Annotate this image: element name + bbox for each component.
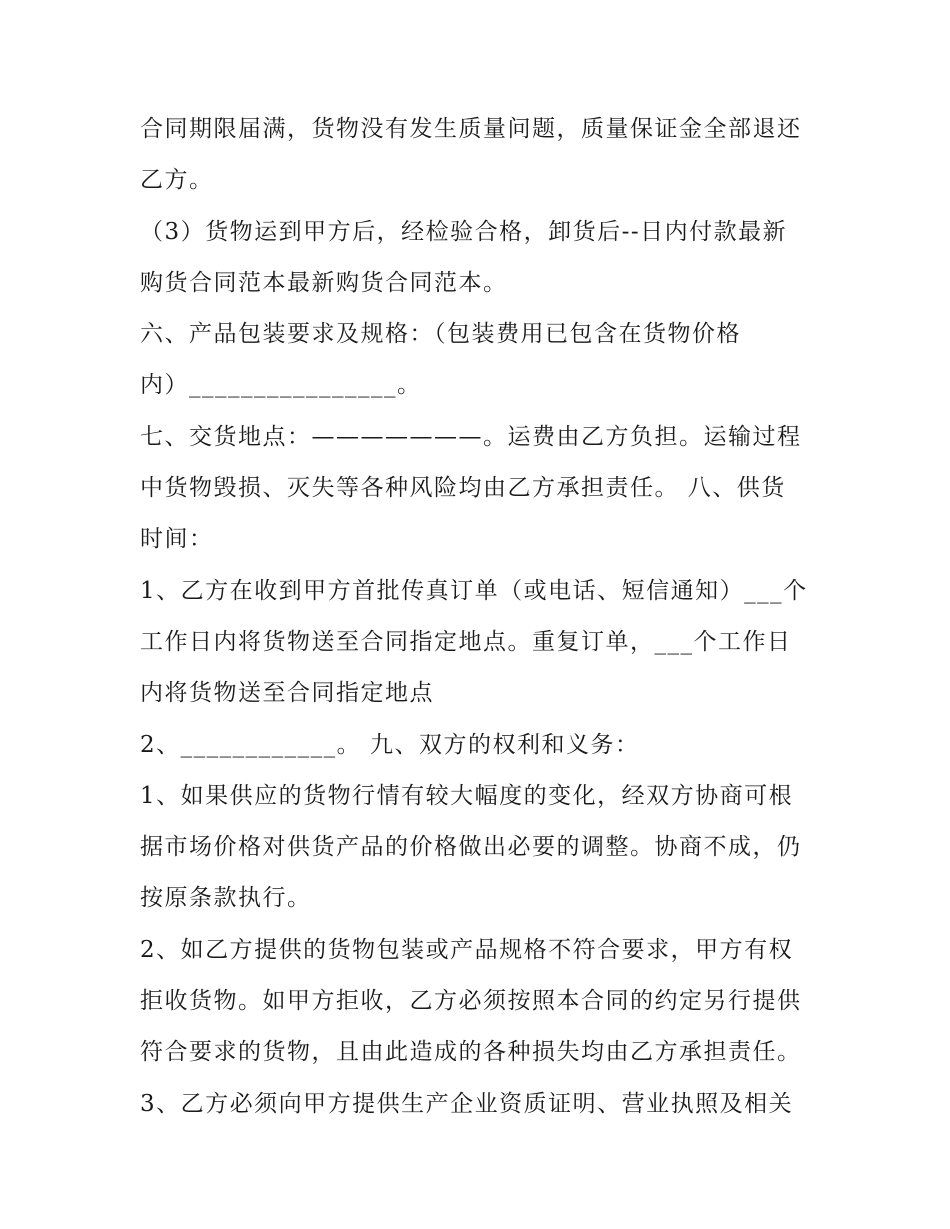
text-line: 内）________________。 xyxy=(140,372,422,399)
text-line: 按原条款执行。 xyxy=(140,885,312,912)
text-line: 内将货物送至合同指定地点 xyxy=(140,680,434,707)
contract-body-text xyxy=(140,104,830,1130)
text-line: 3、乙方必须向甲方提供生产企业资质证明、营业执照及相关 xyxy=(140,1090,794,1117)
text-line: 中货物毁损、灭失等各种风险均由乙方承担责任。 八、供货 xyxy=(140,475,786,502)
text-line: 工作日内将货物送至合同指定地点。重复订单，___个工作日 xyxy=(140,628,792,655)
text-line: 1、如果供应的货物行情有较大幅度的变化，经双方协商可根 xyxy=(140,782,794,809)
text-line: 购货合同范本最新购货合同范本。 xyxy=(140,269,508,296)
text-line: 乙方。 xyxy=(140,167,214,194)
text-line: 六、产品包装要求及规格：（包装费用已包含在货物价格 xyxy=(140,321,741,348)
text-line: 时间： xyxy=(140,526,214,553)
text-line: 符合要求的货物，且由此造成的各种损失均由乙方承担责任。 xyxy=(140,1039,802,1066)
text-line: 七、交货地点：———————。运费由乙方负担。运输过程 xyxy=(140,423,802,450)
text-line: 据市场价格对供货产品的价格做出必要的调整。协商不成，仍 xyxy=(140,834,802,861)
text-line: （3）货物运到甲方后，经检验合格，卸货后--日内付款最新 xyxy=(140,218,788,245)
text-line: 2、____________。 九、双方的权利和义务： xyxy=(140,731,640,758)
text-line: 2、如乙方提供的货物包装或产品规格不符合要求，甲方有权 xyxy=(140,936,794,963)
text-line: 合同期限届满，货物没有发生质量问题，质量保证金全部退还 xyxy=(140,116,802,142)
text-line: 1、乙方在收到甲方首批传真订单（或电话、短信通知）___个 xyxy=(140,577,808,604)
text-line: 拒收货物。如甲方拒收，乙方必须按照本合同的约定另行提供 xyxy=(140,988,802,1015)
